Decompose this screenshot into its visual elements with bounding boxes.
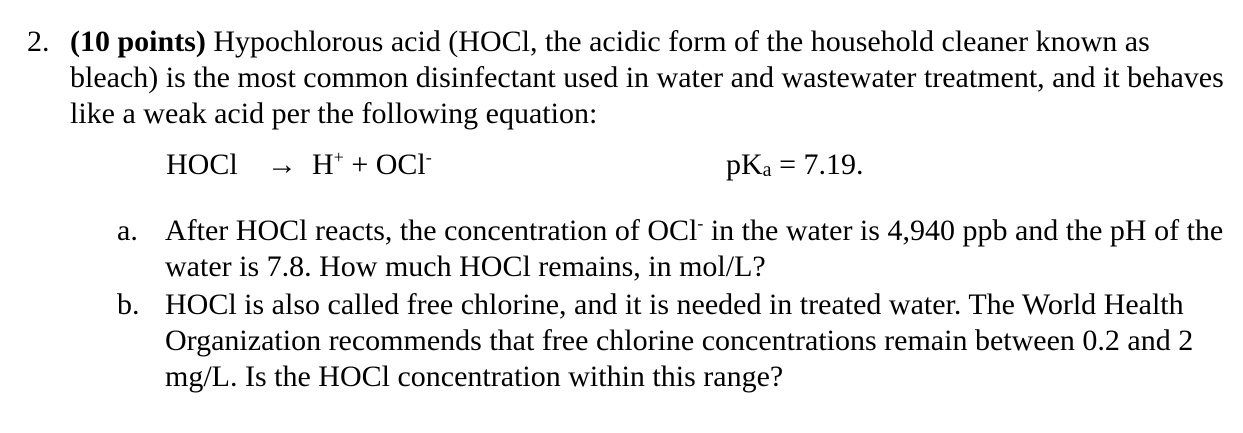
pka-label: pK bbox=[726, 148, 763, 181]
subquestion-text-cont: in the water is 4,940 ppb and the pH of the water is 7.8. How much HOCl remains, in mol/L? bbox=[165, 214, 1224, 283]
pka-expression bbox=[726, 147, 863, 188]
problem-2 bbox=[27, 24, 1227, 132]
pka-subscript: a bbox=[762, 159, 772, 181]
product-ocl-charge: - bbox=[425, 147, 432, 167]
subquestions bbox=[117, 213, 1227, 397]
pka-value: = 7.19. bbox=[771, 148, 864, 181]
product-h: H bbox=[312, 148, 334, 181]
product-ocl: + OCl bbox=[343, 148, 426, 181]
subquestion-b bbox=[117, 287, 1227, 395]
ocl-charge: - bbox=[697, 213, 704, 233]
points-label: (10 points) bbox=[70, 25, 206, 58]
problem-number: 2. bbox=[27, 25, 50, 58]
intro-text: Hypochlorous acid (HOCl, the acidic form of the household cleaner known as bleach) is the most common disinfectant used in water and wastewater treatment, and it behaves like a weak acid per the following equation: bbox=[70, 25, 1224, 130]
subquestion-a bbox=[117, 213, 1227, 285]
equation-products bbox=[312, 147, 432, 183]
subquestion-text: After HOCl reacts, the concentration of OCl bbox=[165, 214, 698, 247]
equation-row bbox=[166, 147, 886, 187]
subquestion-text: HOCl is also called free chlorine, and it is needed in treated water. The World Health Organization recommends that free chlorine concentrations remain between 0.2 and 2 mg/L. Is the HOCl concentration within this range? bbox=[165, 288, 1194, 393]
subquestion-label: a. bbox=[117, 214, 138, 247]
equation-reactant: HOCl bbox=[166, 148, 238, 181]
problem-intro bbox=[70, 24, 1227, 132]
product-h-charge: + bbox=[333, 147, 344, 167]
reaction-arrow: → bbox=[267, 148, 297, 181]
subquestion-label: b. bbox=[117, 288, 140, 321]
